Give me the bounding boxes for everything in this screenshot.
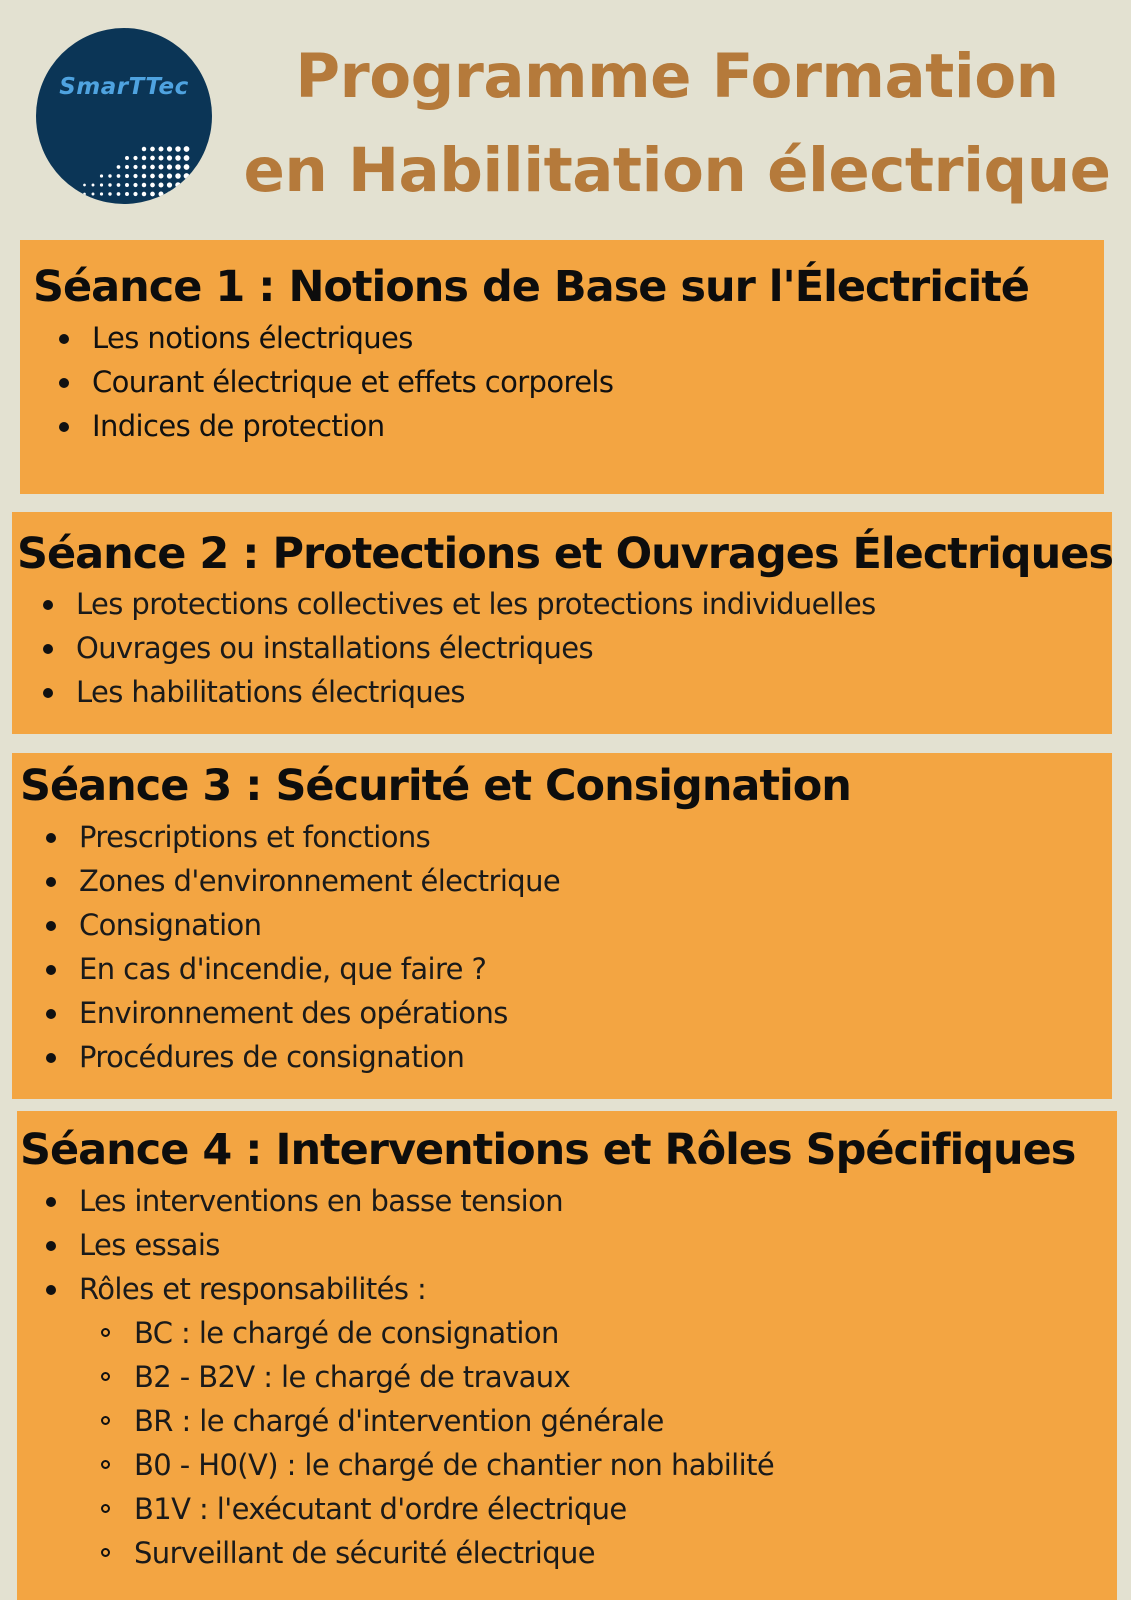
logo-dot [133,156,137,160]
list-item: Zones d'environnement électrique [20,859,1112,903]
logo-dot [108,174,111,177]
logo-dot [100,183,103,186]
logo-dot [117,183,121,187]
logo-dot [175,146,180,151]
logo-dot [167,164,172,169]
logo-dot [159,183,164,188]
title-line-2: en Habilitation électrique [243,135,1111,206]
logo-dot [184,155,190,161]
logo-dot [100,192,103,195]
session-4-card [17,1111,1117,1600]
logo-dot [83,193,86,196]
logo-dot [125,156,129,160]
logo-dot [184,173,190,179]
logo-dot [125,183,129,187]
logo-dot [125,165,129,169]
list-item: Les protections collectives et les protections individuelles [17,582,1112,626]
logo-dot [150,147,155,152]
session-2-title: Séance 2 : Protections et Ouvrages Électriques [17,529,1113,579]
session-3-card [12,753,1112,1099]
logo-dot [167,146,172,151]
logo-dot [117,192,121,196]
logo-dot [175,155,180,160]
list-item: Rôles et responsabilités : [20,1267,1117,1311]
logo-dot [150,183,155,188]
logo-dot [133,165,137,169]
logo-dot [125,174,129,178]
logo-dot [159,174,164,179]
list-item: Environnement des opérations [20,991,1112,1035]
logo-dot [108,183,111,186]
list-item: Les essais [20,1223,1117,1267]
sub-list-item: BR : le chargé d'intervention générale [20,1399,1117,1443]
logo-dot [150,192,155,197]
logo-dot [175,191,180,196]
logo-dot [159,147,164,152]
session-2-list [17,582,1112,714]
logo-dot [167,155,172,160]
sub-list-item: B0 - H0(V) : le chargé de chantier non habilité [20,1443,1117,1487]
list-item: En cas d'incendie, que faire ? [20,947,1112,991]
list-item: Procédures de consignation [20,1035,1112,1079]
logo-dot [142,174,146,178]
logo-dot [159,165,164,170]
logo-dot [159,156,164,161]
logo-dot [184,164,190,170]
list-item: Indices de protection [33,404,1104,448]
logo-dot [175,164,180,169]
session-1-card [20,240,1104,494]
logo-dot [175,182,180,187]
logo-dot [184,146,190,152]
title-line-1: Programme Formation [295,41,1059,112]
logo-text: SmarTTec [59,74,189,100]
logo-dot [125,192,129,196]
logo-dot [142,183,146,187]
logo-dot [175,173,180,178]
logo-dot [159,192,164,197]
logo-dot [92,193,95,196]
logo-dot [167,182,172,187]
list-item: Consignation [20,903,1112,947]
sub-list-item: B1V : l'exécutant d'ordre électrique [20,1487,1117,1531]
logo-dot [133,174,137,178]
logo-dot [108,192,111,195]
list-item: Les habilitations électriques [17,670,1112,714]
logo-dot [100,174,103,177]
session-3-title: Séance 3 : Sécurité et Consignation [20,761,851,811]
logo-dot [83,184,86,187]
logo-dot [184,182,190,188]
list-item: Les interventions en basse tension [20,1179,1117,1223]
smarttec-logo [36,28,212,204]
logo-dot [142,192,146,196]
session-4-title: Séance 4 : Interventions et Rôles Spécifiques [20,1125,1076,1175]
session-3-list [20,815,1112,1079]
logo-dot [75,193,77,195]
session-4-list [20,1179,1117,1575]
logo-dot [150,174,155,179]
sub-list-item: BC : le chargé de consignation [20,1311,1117,1355]
session-1-title: Séance 1 : Notions de Base sur l'Électricité [33,262,1029,312]
logo-dot [142,147,146,151]
sub-list-item: B2 - B2V : le chargé de travaux [20,1355,1117,1399]
list-item: Ouvrages ou installations électriques [17,626,1112,670]
logo-dot [117,174,121,178]
logo-dot [167,191,172,196]
logo-dot [142,165,146,169]
list-item: Prescriptions et fonctions [20,815,1112,859]
logo-dot [167,173,172,178]
logo-dots-graphic [70,124,200,204]
session-2-card [12,512,1112,734]
session-1-list [33,316,1104,448]
logo-dot [133,183,137,187]
logo-dot [184,191,190,197]
logo-dot [92,184,95,187]
sub-list-item: Surveillant de sécurité électrique [20,1531,1117,1575]
logo-dot [150,156,155,161]
logo-dot [117,165,121,169]
logo-dot [142,156,146,160]
logo-dot [133,192,137,196]
page-title [232,30,1122,218]
logo-dot [150,165,155,170]
list-item: Les notions électriques [33,316,1104,360]
list-item: Courant électrique et effets corporels [33,360,1104,404]
